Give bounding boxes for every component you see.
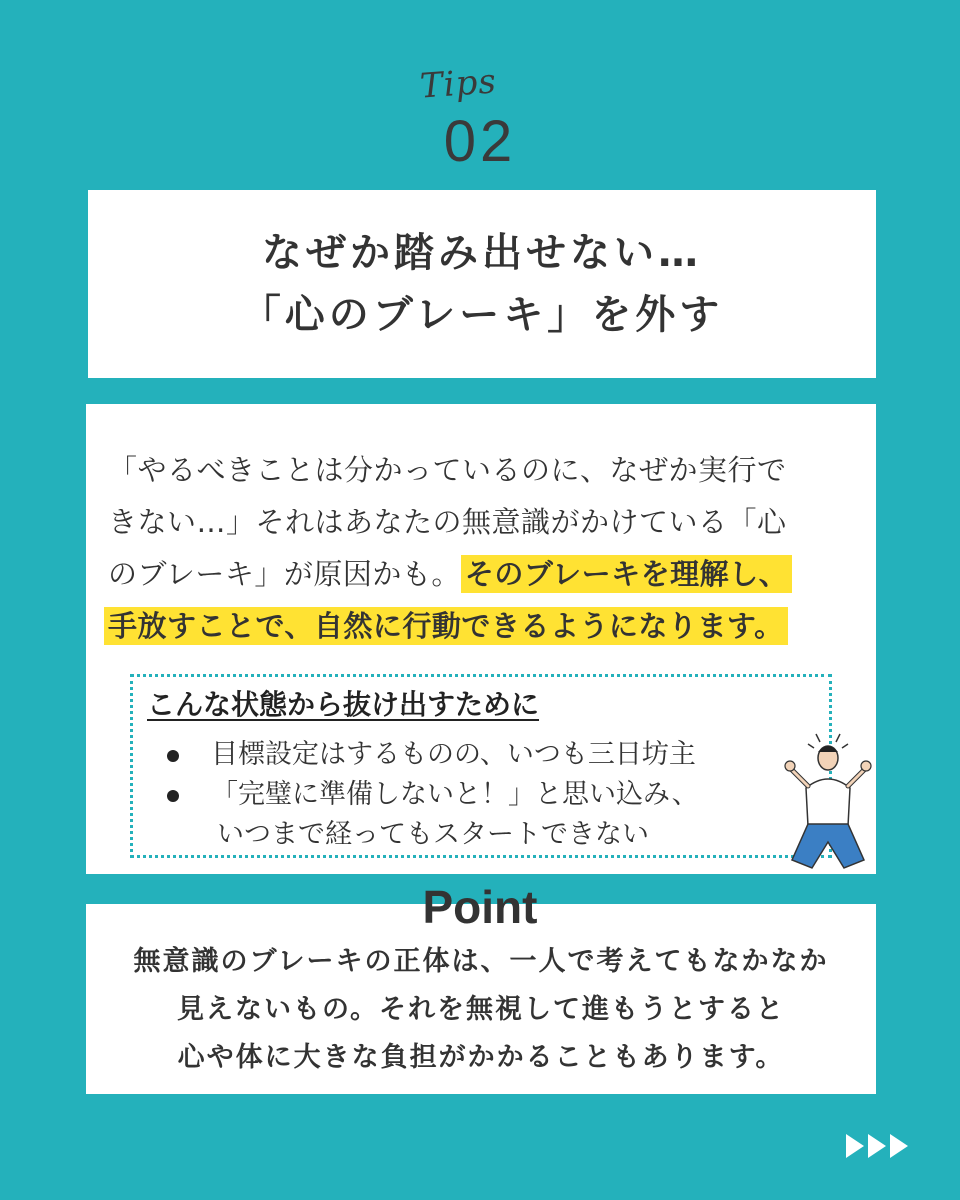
body-line-4: [104, 600, 858, 652]
body-highlight-2: 手放すことで、自然に行動できるようになります。: [104, 607, 788, 645]
checklist-heading: こんな状態から抜け出すために: [147, 688, 540, 721]
bullet-icon: [167, 790, 179, 802]
title-line-2: 「心のブレーキ」を外す: [240, 292, 724, 338]
tips-script-label: Tips: [418, 61, 499, 107]
triple-arrow-right-icon[interactable]: [846, 1130, 910, 1162]
list-item: [163, 775, 699, 855]
tips-number: 02: [443, 109, 517, 174]
checklist-item-2-line-1: 「完璧に準備しないと！」と思い込み、: [211, 779, 699, 810]
point-text: [86, 938, 876, 1082]
body-card: [86, 404, 876, 874]
title-card: [88, 190, 876, 378]
checklist-item-1: 目標設定はするものの、いつも三日坊主: [211, 739, 696, 770]
body-line-3-plain: のブレーキ」が原因かも。: [108, 557, 461, 591]
checklist-box: [130, 674, 832, 858]
body-highlight-1: そのブレーキを理解し、: [461, 555, 792, 593]
title-line-1: なぜか踏み出せない…: [262, 230, 702, 276]
body-line-3: [108, 548, 858, 600]
checklist-item-2-line-2: いつまで経ってもスタートできない: [217, 819, 649, 850]
body-paragraph: [108, 444, 858, 652]
kneeling-man-illustration: [778, 726, 878, 876]
body-line-2: きない…」それはあなたの無意識がかけている「心: [108, 505, 787, 539]
checklist-list: [163, 735, 699, 855]
point-line-2: 見えないもの。それを無視して進もうとすると: [177, 994, 785, 1025]
point-line-1: 無意識のブレーキの正体は、一人で考えてもなかなか: [133, 946, 829, 977]
body-line-1: 「やるべきことは分かっているのに、なぜか実行で: [108, 453, 787, 487]
point-line-3: 心や体に大きな負担がかかることもあります。: [177, 1042, 785, 1073]
list-item: [163, 735, 699, 775]
bullet-icon: [167, 750, 179, 762]
point-heading: Point: [422, 881, 538, 933]
